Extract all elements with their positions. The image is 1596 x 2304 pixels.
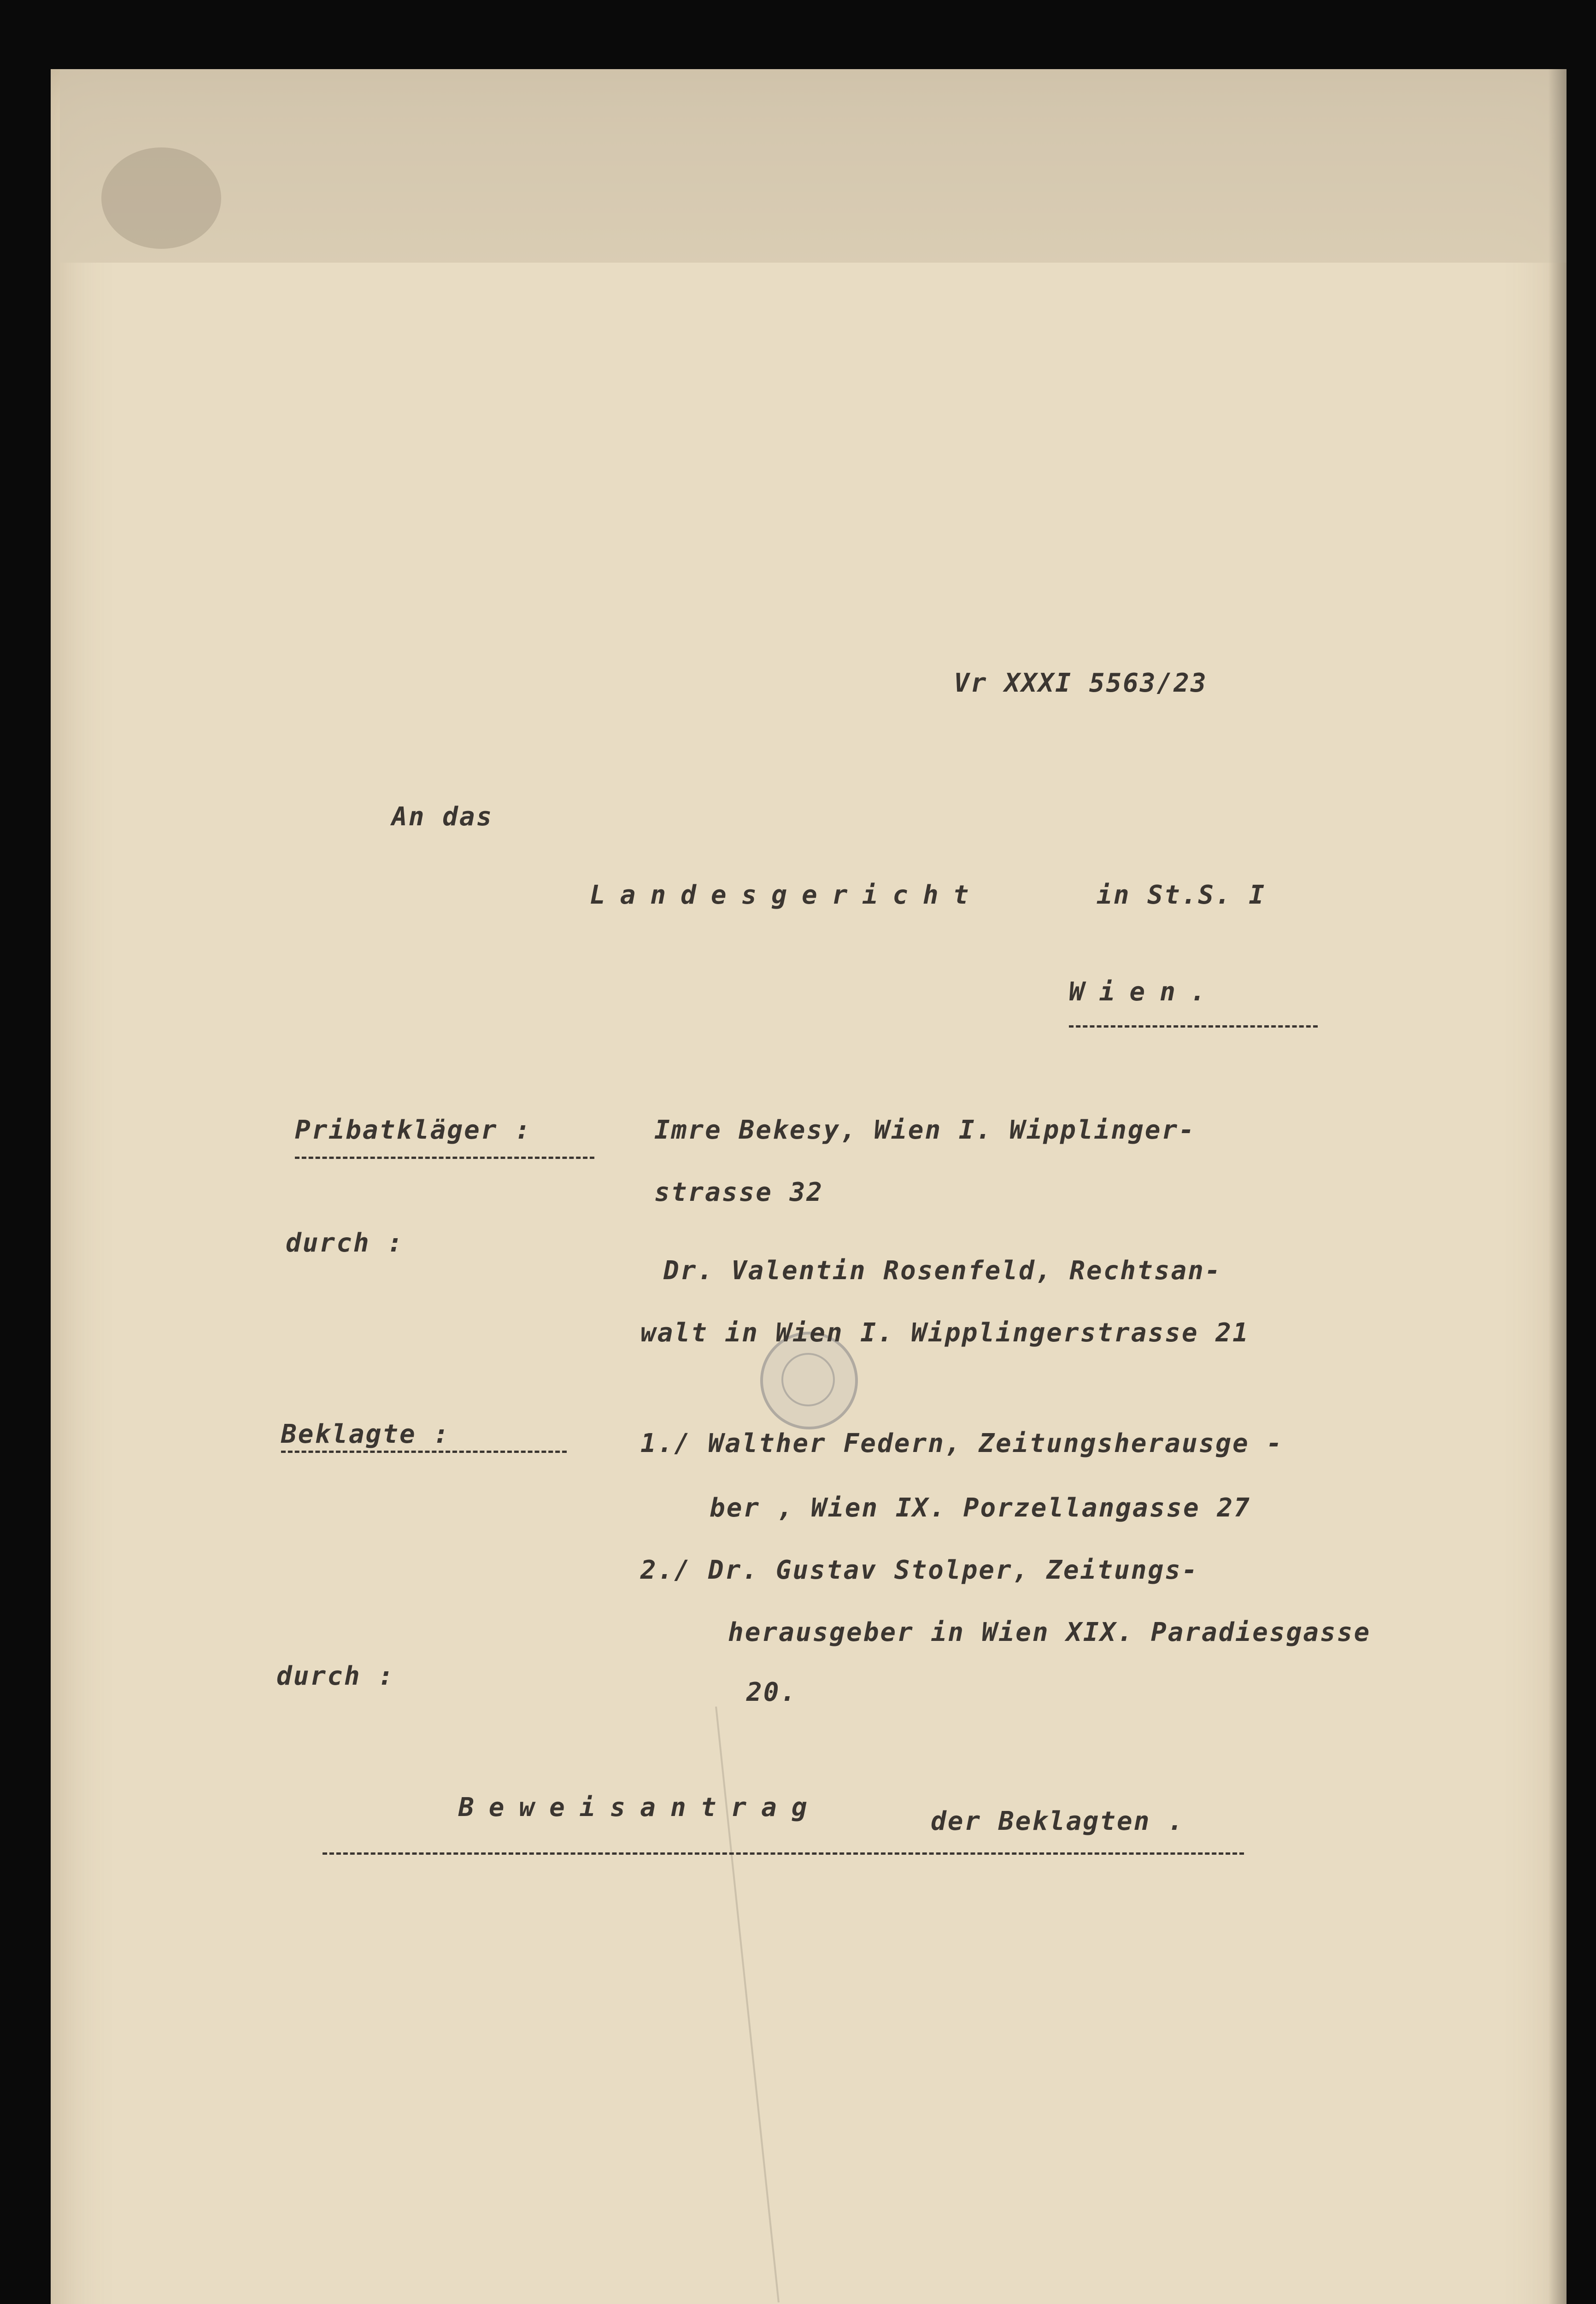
plaintiff-label: Pribatkläger : — [295, 1115, 532, 1145]
by-label: durch : — [276, 1661, 395, 1691]
title-underline — [323, 1852, 1244, 1855]
city: Wien. — [1069, 977, 1220, 1007]
counsel-line-1: Dr. Valentin Rosenfeld, Rechtsan- — [663, 1256, 1222, 1286]
paper-edge-shadow — [1548, 69, 1567, 2304]
defendants-label: Beklagte : — [281, 1419, 451, 1449]
defendant-2-line-3: 20. — [746, 1677, 798, 1707]
salutation: An das — [392, 802, 493, 832]
defendant-1-line-1: 1./ Walther Federn, Zeitungsherausge - — [640, 1428, 1284, 1458]
city-underline — [1069, 1025, 1318, 1028]
by-label: durch : — [286, 1228, 405, 1258]
counsel-line-2: walt in Wien I. Wipplingerstrasse 21 — [640, 1318, 1250, 1348]
case-number: Vr XXXI 5563/23 — [954, 668, 1208, 698]
document-title: Beweisantrag — [458, 1793, 822, 1822]
paper-stain — [101, 147, 221, 249]
defendants-label-underline — [281, 1451, 567, 1453]
document-title-suffix: der Beklagten . — [931, 1806, 1185, 1836]
court-suffix: in St.S. I — [1097, 880, 1266, 910]
defendant-2-line-2: herausgeber in Wien XIX. Paradiesgasse — [728, 1617, 1371, 1647]
folded-paper-flap — [60, 69, 1567, 263]
plaintiff-label-underline — [295, 1157, 594, 1159]
defendant-1-line-2: ber , Wien IX. Porzellangasse 27 — [710, 1493, 1251, 1523]
defendant-2-line-1: 2./ Dr. Gustav Stolper, Zeitungs- — [640, 1555, 1199, 1585]
court-name: Landesgericht — [590, 880, 984, 910]
plaintiff-line-1: Imre Bekesy, Wien I. Wipplinger- — [654, 1115, 1196, 1145]
plaintiff-line-2: strasse 32 — [654, 1177, 824, 1207]
